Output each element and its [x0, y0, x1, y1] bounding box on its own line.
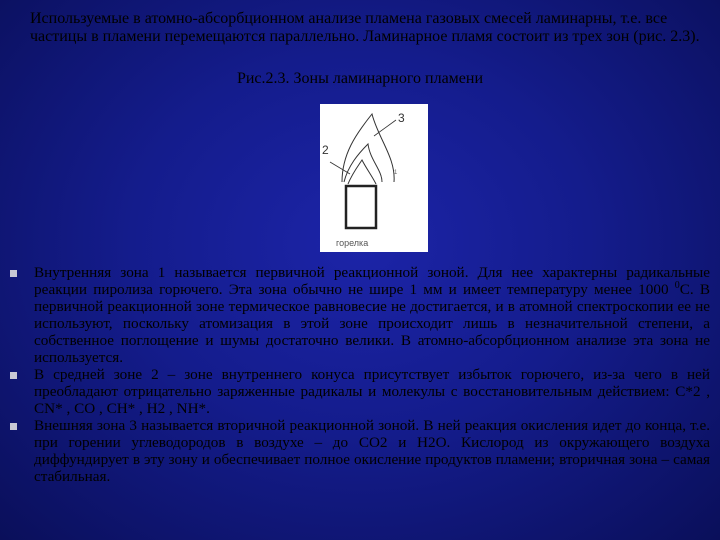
zone-3-label: 3	[398, 111, 405, 125]
bullet-marker-icon	[10, 270, 17, 277]
bullet-text: Внешняя зона 3 называется вторичной реакционной зоной. В ней реакция окисления идет до конца, т.е. при горении углеводородов в воздухе – до СО2 и Н2О. Кислород из окружающего воздуха диффундирует в эту зону и обеспечивает полное окисление продуктов пламени; вторичная зона – самая стабильная.	[34, 417, 710, 485]
bullet-text-continued: С. В первичной реакционной зоне термическое равновесие не достигается, и в атомной спектроскопии ее не используют, поскольку атомизация в этой зоне происходит лишь в незначительной степени, а собственное поглощение и шумы достаточно велики. В атомно-абсорбционном анализе эта зона не используется.	[34, 281, 710, 366]
zone-1-label: 1	[394, 170, 398, 176]
zone-2-label: 2	[322, 143, 329, 157]
flame-zones-figure	[320, 104, 428, 252]
degree-superscript: 0	[674, 279, 680, 291]
bullet-list	[10, 264, 710, 485]
figure-caption: Рис.2.3. Зоны ламинарного пламени	[236, 70, 484, 87]
intro-paragraph: Используемые в атомно-абсорбционном анализе пламена газовых смесей ламинарны, т.е. все частицы в пламени перемещаются параллельно. Ламинарное пламя состоит из трех зон (рис. 2.3).	[30, 10, 700, 45]
bullet-text: Внутренняя зона 1 называется первичной реакционной зоной. Для нее характерны радикальные реакции пиролиза горючего. Эта зона обычно не шире 1 мм и имеет температуру менее 1000	[34, 264, 710, 298]
burner-label: горелка	[336, 238, 369, 248]
bullet-marker-icon	[10, 372, 17, 379]
bullet-item-zone-2	[10, 366, 710, 417]
bullet-text: В средней зоне 2 – зоне внутреннего конуса присутствует избыток горючего, из-за чего в ней преобладают отрицательно заряженные радикалы и молекулы с восстановительным действием: С*2 , CN* , CO , CH* , H2 , NH*.	[34, 366, 710, 417]
bullet-marker-icon	[10, 423, 17, 430]
flame-diagram	[320, 104, 428, 252]
bullet-item-zone-3	[10, 417, 710, 485]
bullet-item-zone-1	[10, 264, 710, 366]
